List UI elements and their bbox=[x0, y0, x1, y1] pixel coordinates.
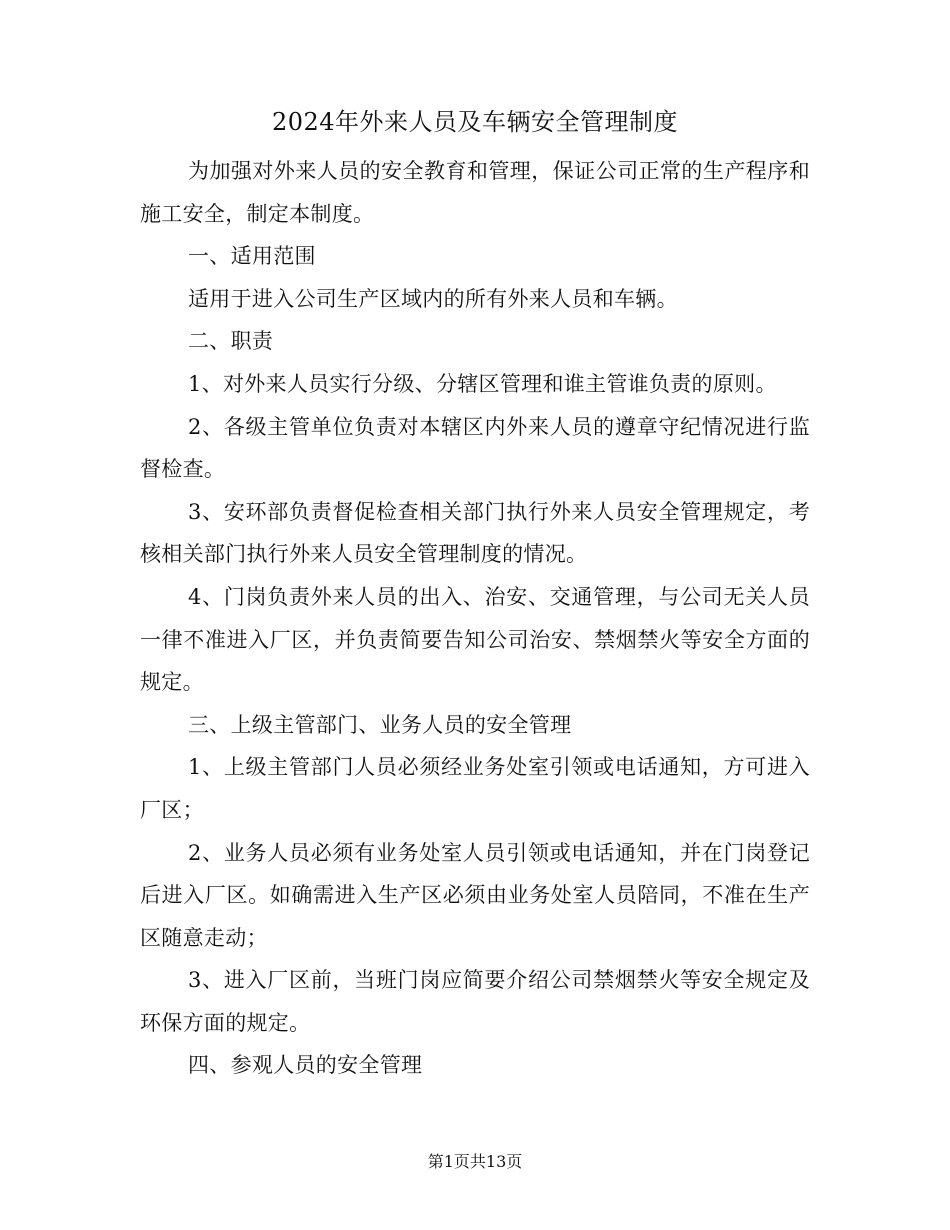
section-heading-visitors: 四、参观人员的安全管理 bbox=[188, 1053, 423, 1078]
paragraph-superiors-1: 1、上级主管部门人员必须经业务处室引领或电话通知，方可进入厂区； bbox=[140, 755, 810, 822]
section-heading-duties: 二、职责 bbox=[188, 329, 274, 354]
paragraph-scope: 适用于进入公司生产区域内的所有外来人员和车辆。 bbox=[188, 286, 678, 311]
section-heading-superiors: 三、上级主管部门、业务人员的安全管理 bbox=[188, 712, 572, 737]
paragraph-duty-1: 1、对外来人员实行分级、分辖区管理和谁主管谁负责的原则。 bbox=[188, 371, 777, 396]
document-title: 2024年外来人员及车辆安全管理制度 bbox=[271, 108, 679, 136]
document-body bbox=[140, 150, 810, 1087]
paragraph-duty-2: 2、各级主管单位负责对本辖区内外来人员的遵章守纪情况进行监督检查。 bbox=[140, 414, 810, 482]
paragraph-intro: 为加强对外来人员的安全教育和管理，保证公司正常的生产程序和施工安全，制定本制度。 bbox=[140, 159, 810, 226]
paragraph-superiors-3: 3、进入厂区前，当班门岗应简要介绍公司禁烟禁火等安全规定及环保方面的规定。 bbox=[140, 968, 810, 1035]
paragraph-duty-4: 4、门岗负责外来人员的出入、治安、交通管理，与公司无关人员一律不准进入厂区，并负责简要告知公司治安、禁烟禁火等安全方面的规定。 bbox=[140, 584, 810, 695]
page-number: 第1页共13页 bbox=[427, 1152, 523, 1171]
section-heading-scope: 一、适用范围 bbox=[188, 244, 316, 269]
paragraph-duty-3: 3、安环部负责督促检查相关部门执行外来人员安全管理规定，考核相关部门执行外来人员安全管理制度的情况。 bbox=[140, 499, 810, 567]
paragraph-superiors-2: 2、业务人员必须有业务处室人员引领或电话通知，并在门岗登记后进入厂区。如确需进入生产区必须由业务处室人员陪同，不准在生产区随意走动； bbox=[140, 840, 810, 950]
